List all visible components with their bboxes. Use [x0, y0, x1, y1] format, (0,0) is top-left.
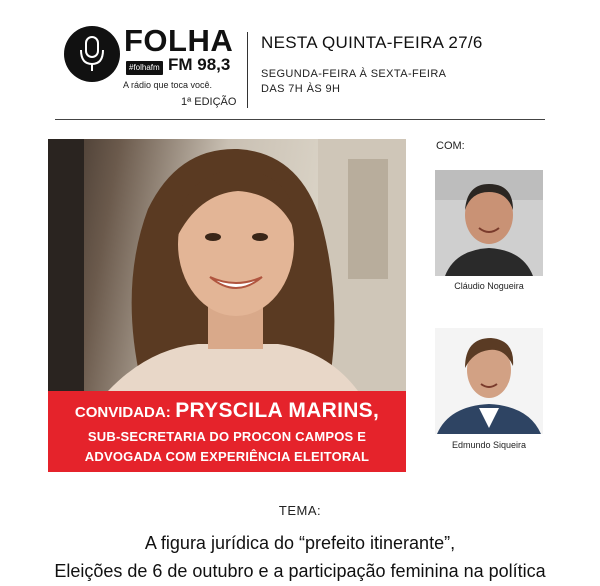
host-name: Edmundo Siqueira	[451, 440, 527, 450]
host-photo	[435, 328, 543, 434]
header-divider	[247, 32, 248, 108]
host-portrait-illustration	[435, 170, 543, 276]
guest-role-line1: SUB-SECRETARIA DO PROCON CAMPOS E	[87, 429, 367, 444]
host-portrait-illustration	[435, 328, 543, 434]
topic-label: TEMA:	[278, 503, 322, 518]
hosts-label: COM:	[436, 140, 465, 152]
topic-line1: A figura jurídica do “prefeito itinerante”,	[144, 533, 456, 553]
host-name: Cláudio Nogueira	[454, 281, 524, 291]
edition-label: 1ª EDIÇÃO	[181, 96, 237, 108]
guest-name: PRYSCILA MARINS,	[175, 399, 380, 422]
logo-tagline: A rádio que toca você.	[123, 80, 213, 90]
microphone-icon	[75, 34, 109, 74]
guest-title-line	[48, 399, 406, 423]
schedule-days: SEGUNDA-FEIRA À SEXTA-FEIRA	[261, 68, 447, 80]
logo-frequency: FM 98,3	[168, 55, 231, 74]
header-rule	[55, 119, 545, 120]
topic-line2: Eleições de 6 de outubro e a participação feminina na política	[54, 561, 546, 581]
logo-brand: FOLHA	[124, 23, 234, 58]
guest-label: CONVIDADA:	[74, 404, 171, 421]
logo-mark	[64, 26, 120, 82]
guest-caption	[48, 391, 406, 472]
logo-hashtag: #folhafm	[126, 61, 163, 75]
guest-role-line2: ADVOGADA COM EXPERIÊNCIA ELEITORAL	[84, 449, 370, 464]
show-date: NESTA QUINTA-FEIRA 27/6	[261, 33, 483, 52]
host-photo	[435, 170, 543, 276]
schedule-hours: DAS 7H ÀS 9H	[261, 83, 341, 95]
guest-portrait-illustration	[48, 139, 406, 391]
guest-photo	[48, 139, 406, 391]
